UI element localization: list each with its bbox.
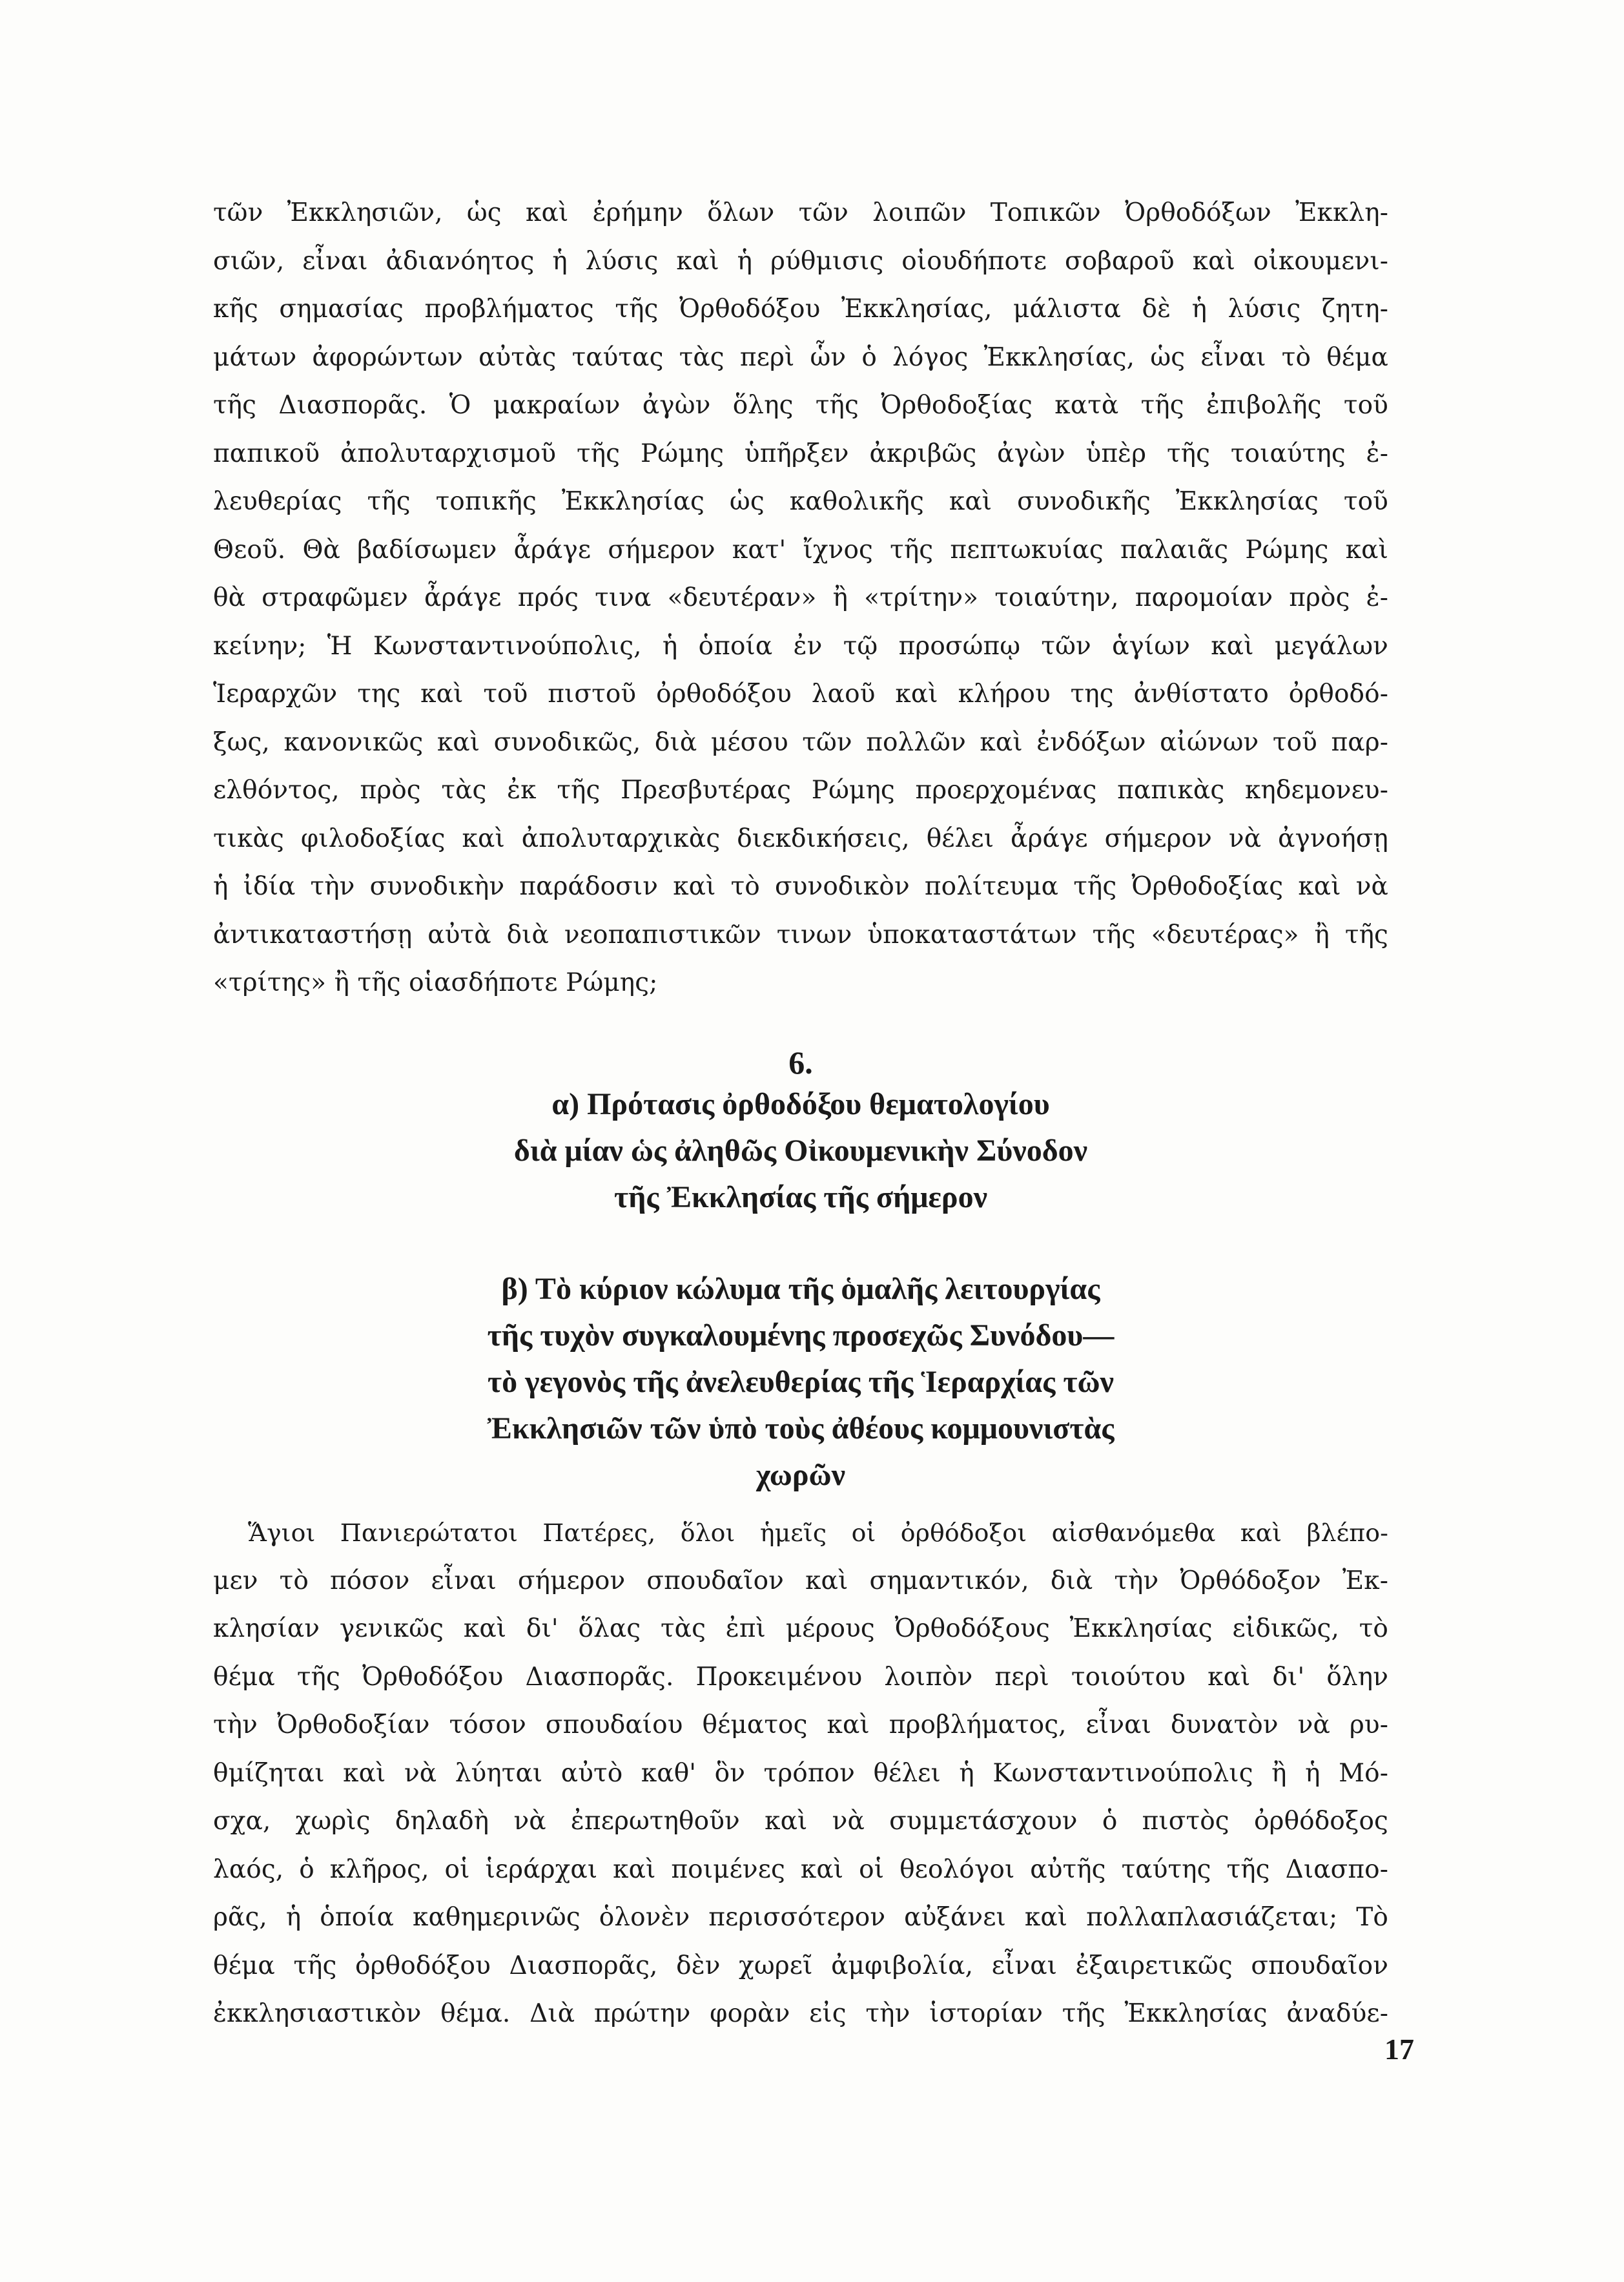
section-heading: [213, 1044, 1388, 1499]
text-line: λευθερίας τῆς τοπικῆς Ἐκκλησίας ὡς καθολικῆς καὶ συνοδικῆς Ἐκκλησίας τοῦ: [213, 487, 1388, 516]
heading-part-b: [213, 1266, 1388, 1499]
body-paragraph-1: [213, 189, 1388, 1008]
heading-line: β) Τὸ κύριον κώλυμα τῆς ὁμαλῆς λειτουργίας: [501, 1272, 1100, 1306]
text-line: μεν τὸ πόσον εἶναι σήμερον σπουδαῖον καὶ σημαντικόν, διὰ τὴν Ὀρθόδοξον Ἐκ-: [213, 1566, 1388, 1595]
text-line: Θεοῦ. Θὰ βαδίσωμεν ἆράγε σήμερον κατ' ἴχνος τῆς πεπτωκυίας παλαιᾶς Ρώμης καὶ: [213, 535, 1388, 565]
text-line: σιῶν, εἶναι ἀδιανόητος ἡ λύσις καὶ ἡ ρύθμισις οἱουδήποτε σοβαροῦ καὶ οἰκουμενι-: [213, 246, 1388, 276]
text-line: σχα, χωρὶς δηλαδὴ νὰ ἐπερωτηθοῦν καὶ νὰ συμμετάσχουν ὁ πιστὸς ὀρθόδοξος: [213, 1807, 1388, 1836]
text-line: Ἅγιοι Πανιερώτατοι Πατέρες, ὅλοι ἡμεῖς οἱ ὀρθόδοξοι αἰσθανόμεθα καὶ βλέπο-: [248, 1519, 1388, 1547]
text-line: κῆς σημασίας προβλήματος τῆς Ὀρθοδόξου Ἐκκλησίας, μάλιστα δὲ ἡ λύσις ζητη-: [213, 295, 1388, 324]
heading-line: α) Πρότασις ὀρθοδόξου θεματολογίου: [551, 1087, 1050, 1121]
text-line: τικὰς φιλοδοξίας καὶ ἀπολυταρχικὰς διεκδικήσεις, θέλει ἆράγε σήμερον νὰ ἀγνοήσῃ: [213, 824, 1388, 853]
text-line: θέμα τῆς ὀρθοδόξου Διασπορᾶς, δὲν χωρεῖ ἀμφιβολία, εἶναι ἐξαιρετικῶς σπουδαῖον: [213, 1951, 1388, 1980]
text-line: κλησίαν γενικῶς καὶ δι' ὅλας τὰς ἐπὶ μέρους Ὀρθοδόξους Ἐκκλησίας εἰδικῶς, τὸ: [213, 1614, 1388, 1643]
text-line: ελθόντος, πρὸς τὰς ἐκ τῆς Πρεσβυτέρας Ρώμης προερχομένας παπικὰς κηδεμονευ-: [213, 776, 1388, 805]
text-line: ἀντικαταστήσῃ αὐτὰ διὰ νεοπαπιστικῶν τινων ὑποκαταστάτων τῆς «δευτέρας» ἢ τῆς: [213, 920, 1388, 949]
text-line: τῶν Ἐκκλησιῶν, ὡς καὶ ἐρήμην ὅλων τῶν λοιπῶν Τοπικῶν Ὀρθοδόξων Ἐκκλη-: [213, 198, 1388, 227]
text-line: ἡ ἰδία τὴν συνοδικὴν παράδοσιν καὶ τὸ συνοδικὸν πολίτευμα τῆς Ὀρθοδοξίας καὶ νὰ: [213, 872, 1388, 901]
section-number: 6.: [788, 1044, 813, 1081]
text-line: μάτων ἀφορώντων αὐτὰς ταύτας τὰς περὶ ὧν ὁ λόγος Ἐκκλησίας, ὡς εἶναι τὸ θέμα: [213, 342, 1388, 372]
text-line: θμίζηται καὶ νὰ λύηται αὐτὸ καθ' ὃν τρόπον θέλει ἡ Κωνσταντινούπολις ἢ ἡ Μό-: [213, 1758, 1388, 1788]
text-line: τῆς Διασπορᾶς. Ὁ μακραίων ἀγὼν ὅλης τῆς Ὀρθοδοξίας κατὰ τῆς ἐπιβολῆς τοῦ: [213, 391, 1388, 420]
heading-line: τῆς Ἐκκλησίας τῆς σήμερον: [613, 1180, 988, 1214]
text-line: ρᾶς, ἡ ὁποία καθημερινῶς ὁλονὲν περισσότερον αὐξάνει καὶ πολλαπλασιάζεται; Τὸ: [213, 1903, 1388, 1932]
text-line: θέμα τῆς Ὀρθοδόξου Διασπορᾶς. Προκειμένου λοιπὸν περὶ τοιούτου καὶ δι' ὅλην: [213, 1662, 1388, 1692]
text-line: Ἱεραρχῶν της καὶ τοῦ πιστοῦ ὀρθοδόξου λαοῦ καὶ κλήρου της ἀνθίστατο ὀρθοδό-: [213, 679, 1388, 709]
page-number: 17: [1384, 2033, 1414, 2066]
text-line: κείνην; Ἡ Κωνσταντινούπολις, ἡ ὁποία ἐν τῷ προσώπῳ τῶν ἁγίων καὶ μεγάλων: [213, 631, 1388, 661]
text-line: «τρίτης» ἢ τῆς οἱασδήποτε Ρώμης;: [213, 968, 658, 997]
text-line: ἐκκλησιαστικὸν θέμα. Διὰ πρώτην φορὰν εἰς τὴν ἱστορίαν τῆς Ἐκκλησίας ἀναδύε-: [213, 1999, 1388, 2028]
heading-line: Ἐκκλησιῶν τῶν ὑπὸ τοὺς ἀθέους κομμουνιστὰς: [487, 1411, 1115, 1446]
text-line: τὴν Ὀρθοδοξίαν τόσον σπουδαίου θέματος καὶ προβλήματος, εἶναι δυνατὸν νὰ ρυ-: [213, 1710, 1388, 1739]
heading-line: χωρῶν: [755, 1458, 846, 1492]
text-line: παπικοῦ ἀπολυταρχισμοῦ τῆς Ρώμης ὑπῆρξεν ἀκριβῶς ἀγὼν ὑπὲρ τῆς τοιαύτης ἐ-: [213, 439, 1388, 468]
text-line: ξως, κανονικῶς καὶ συνοδικῶς, διὰ μέσου τῶν πολλῶν καὶ ἐνδόξων αἰώνων τοῦ παρ-: [213, 727, 1388, 757]
text-line: θὰ στραφῶμεν ἆράγε πρός τινα «δευτέραν» ἢ «τρίτην» τοιαύτην, παρομοίαν πρὸς ἐ-: [213, 583, 1388, 612]
heading-line: διὰ μίαν ὡς ἀληθῶς Οἰκουμενικὴν Σύνοδον: [513, 1134, 1088, 1168]
text-line: λαός, ὁ κλῆρος, οἱ ἱεράρχαι καὶ ποιμένες καὶ οἱ θεολόγοι αὐτῆς ταύτης τῆς Διασπο-: [213, 1854, 1388, 1884]
body-paragraph-2: [213, 1509, 1388, 2038]
heading-line: τῆς τυχὸν συγκαλουμένης προσεχῶς Συνόδου—: [487, 1318, 1115, 1353]
heading-part-a: [213, 1081, 1388, 1221]
heading-line: τὸ γεγονὸς τῆς ἀνελευθερίας τῆς Ἱεραρχίας τῶν: [488, 1365, 1114, 1399]
